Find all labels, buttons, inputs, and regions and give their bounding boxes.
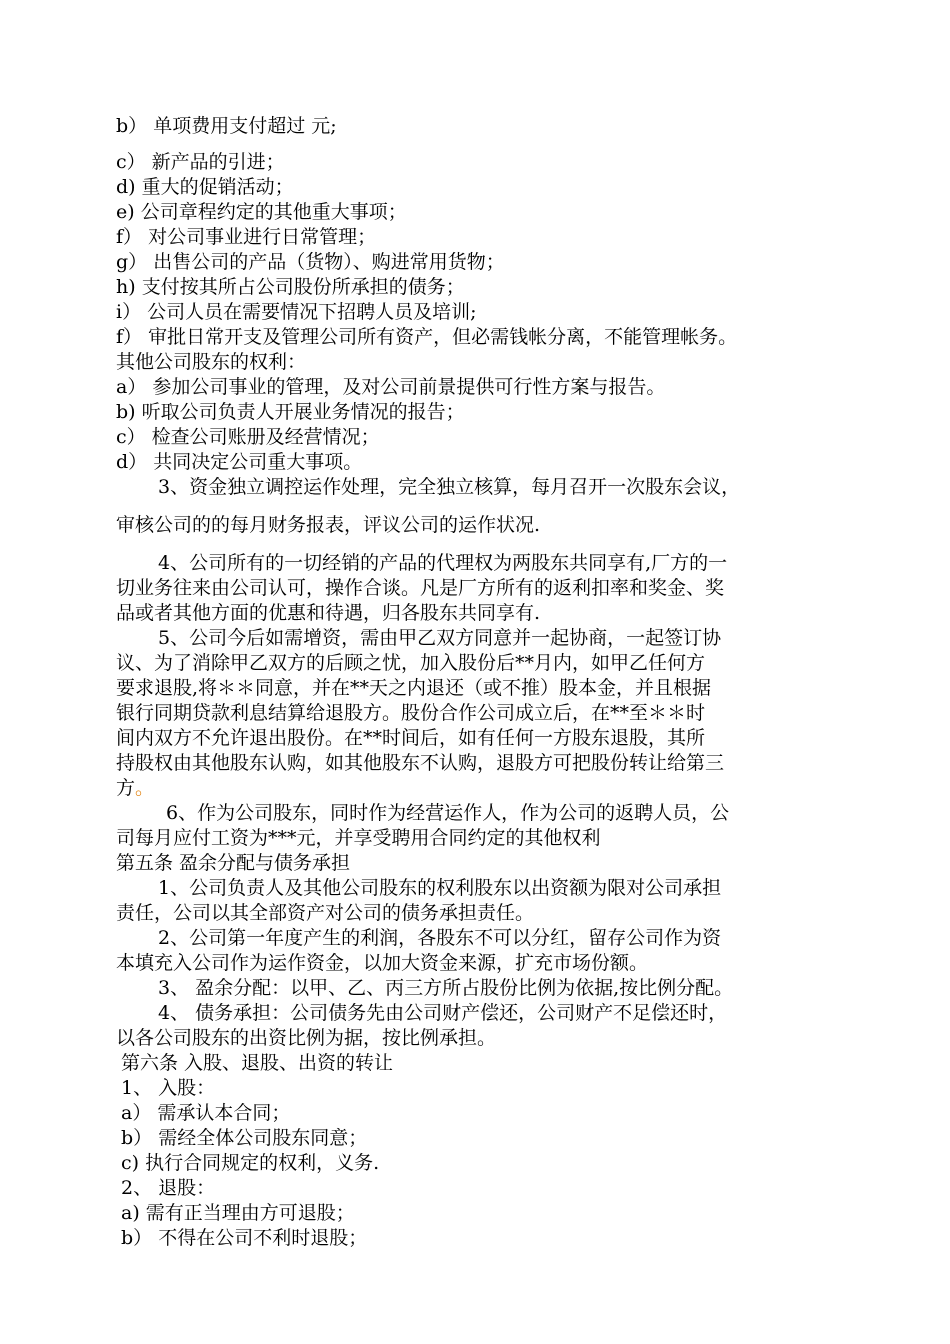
paragraph-line: 品或者其他方面的优惠和待遇，归各股东共同享有. (116, 602, 541, 624)
text-line: c） 检查公司账册及经营情况； (116, 426, 380, 448)
article-heading: 第六条 入股、退股、出资的转让 (121, 1052, 394, 1074)
paragraph-text: 方 (116, 777, 136, 799)
paragraph-line: 切业务往来由公司认可，操作合谈。凡是厂方所有的返利扣率和奖金、奖 (116, 577, 725, 599)
text-line: f） 审批日常开支及管理公司所有资产，但必需钱帐分离，不能管理帐务。 (116, 326, 738, 348)
paragraph-line: 2、公司第一年度产生的利润，各股东不可以分红，留存公司作为资 (158, 927, 722, 949)
paragraph-line: 议、为了消除甲乙双方的后顾之忧，加入股份后**月内，如甲乙任何方 (116, 652, 706, 674)
paragraph-line (116, 776, 154, 800)
paragraph-line: 5、公司今后如需增资，需由甲乙双方同意并一起协商，一起签订协 (158, 627, 722, 649)
text-line: c) 执行合同规定的权利，义务. (121, 1152, 380, 1174)
article-heading: 第五条 盈余分配与债务承担 (116, 852, 351, 874)
text-line: a） 需承认本合同； (121, 1102, 291, 1124)
text-line: c） 新产品的引进； (116, 151, 285, 173)
paragraph-line: 审核公司的的每月财务报表，评议公司的运作状况. (116, 514, 541, 536)
text-line: b） 单项费用支付超过 元; (116, 115, 337, 137)
text-line: g） 出售公司的产品（货物）、购进常用货物； (116, 251, 505, 273)
text-line: b) 听取公司负责人开展业务情况的报告； (116, 401, 465, 423)
text-line: h) 支付按其所占公司股份所承担的债务； (116, 276, 465, 298)
text-line: b） 不得在公司不利时退股； (121, 1227, 368, 1249)
paragraph-line: 司每月应付工资为***元，并享受聘用合同约定的其他权利 (116, 827, 601, 849)
text-line: 2、 退股： (121, 1177, 216, 1199)
paragraph-line: 责任，公司以其全部资产对公司的债务承担责任。 (116, 902, 535, 924)
text-line: d) 重大的促销活动； (116, 176, 294, 198)
paragraph-line: 持股权由其他股东认购，如其他股东不认购，退股方可把股份转让给第三 (116, 752, 725, 774)
text-line: i） 公司人员在需要情况下招聘人员及培训; (116, 301, 477, 323)
accent-period: 。 (135, 777, 155, 799)
paragraph-line: 以各公司股东的出资比例为据，按比例承担。 (116, 1027, 497, 1049)
text-line: d） 共同决定公司重大事项。 (116, 451, 363, 473)
paragraph-line: 6、作为公司股东，同时作为经营运作人，作为公司的返聘人员，公 (166, 802, 730, 824)
paragraph-line: 4、 债务承担：公司债务先由公司财产偿还，公司财产不足偿还时， (158, 1002, 728, 1024)
text-line: a) 需有正当理由方可退股； (121, 1202, 355, 1224)
paragraph-line: 3、 盈余分配：以甲、乙、丙三方所占股份比例为依据,按比例分配。 (158, 977, 734, 999)
paragraph-line: 1、公司负责人及其他公司股东的权利股东以出资额为限对公司承担 (158, 877, 722, 899)
paragraph-line: 本填充入公司作为运作资金，以加大资金来源，扩充市场份额。 (116, 952, 649, 974)
paragraph-line: 4、公司所有的一切经销的产品的代理权为两股东共同享有,厂方的一 (158, 552, 728, 574)
text-line: b） 需经全体公司股东同意； (121, 1127, 368, 1149)
text-line: a） 参加公司事业的管理，及对公司前景提供可行性方案与报告。 (116, 376, 666, 398)
section-heading: 其他公司股东的权利： (116, 351, 307, 373)
paragraph-line: 3、资金独立调控运作处理，完全独立核算，每月召开一次股东会议， (158, 476, 741, 498)
paragraph-line: 要求退股,将＊＊同意，并在**天之内退还（或不推）股本金，并且根据 (116, 677, 712, 699)
text-line: 1、 入股： (121, 1077, 216, 1099)
paragraph-line: 银行同期贷款利息结算给退股方。股份合作公司成立后，在**至＊＊时 (116, 702, 706, 724)
paragraph-line: 间内双方不允许退出股份。在**时间后，如有任何一方股东退股，其所 (116, 727, 706, 749)
text-line: f） 对公司事业进行日常管理； (116, 226, 377, 248)
text-line: e) 公司章程约定的其他重大事项； (116, 201, 407, 223)
